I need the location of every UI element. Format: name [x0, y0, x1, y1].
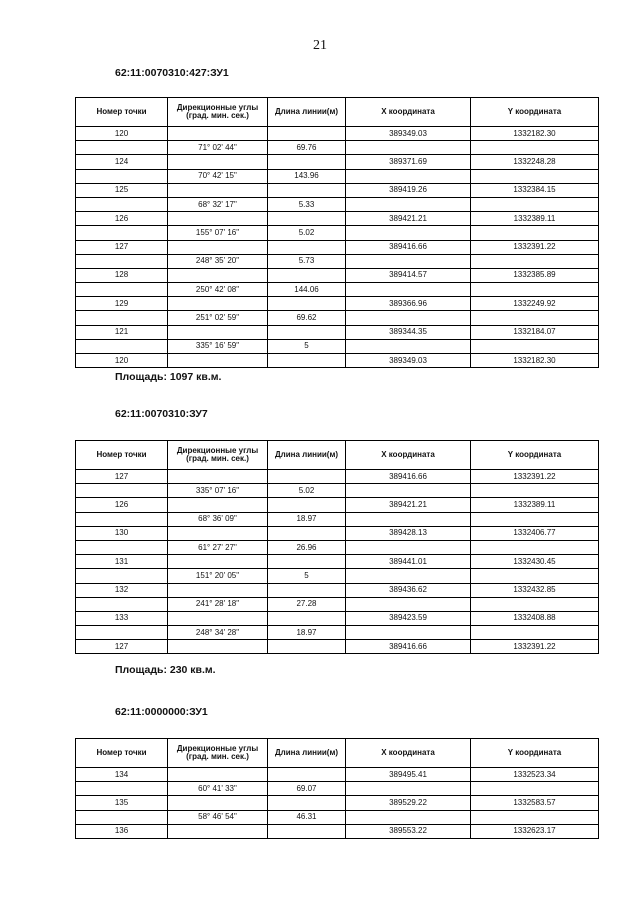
x-coordinate-cell: 389529.22 [346, 796, 471, 810]
table-row [76, 782, 599, 796]
point-number-cell: 121 [76, 325, 168, 339]
point-number-cell [76, 226, 168, 240]
direction-angle-cell: 248° 34' 28" [168, 626, 268, 640]
direction-angle-cell [168, 470, 268, 484]
table-row [76, 470, 599, 484]
direction-angle-cell [168, 824, 268, 838]
point-number-cell [76, 597, 168, 611]
table-row [76, 325, 599, 339]
x-coordinate-cell [346, 782, 471, 796]
x-coordinate-cell: 389371.69 [346, 155, 471, 169]
x-coordinate-cell [346, 169, 471, 183]
point-number-cell: 127 [76, 470, 168, 484]
x-coordinate-cell [346, 311, 471, 325]
direction-angle-cell: 335° 16' 59" [168, 339, 268, 353]
line-length-cell: 144.06 [268, 283, 346, 297]
direction-angle-cell [168, 297, 268, 311]
point-number-cell: 124 [76, 155, 168, 169]
table-row [76, 626, 599, 640]
line-length-cell [268, 796, 346, 810]
area-label: Площадь: 1097 кв.м. [115, 371, 222, 383]
line-length-cell: 27.28 [268, 597, 346, 611]
y-coordinate-cell [471, 512, 599, 526]
direction-angle-cell [168, 526, 268, 540]
line-length-cell [268, 212, 346, 226]
point-number-cell: 131 [76, 555, 168, 569]
direction-angle-cell: 68° 32' 17" [168, 197, 268, 211]
line-length-cell [268, 240, 346, 254]
direction-angle-cell [168, 611, 268, 625]
table-row [76, 597, 599, 611]
point-number-cell: 135 [76, 796, 168, 810]
table-row [76, 268, 599, 282]
direction-angle-cell: 155° 07' 16" [168, 226, 268, 240]
table-row [76, 141, 599, 155]
table-row [76, 555, 599, 569]
y-coordinate-cell: 1332523.34 [471, 768, 599, 782]
point-number-cell [76, 141, 168, 155]
table-header-row [76, 739, 599, 768]
x-coordinate-cell: 389436.62 [346, 583, 471, 597]
y-coordinate-cell: 1332623.17 [471, 824, 599, 838]
header-direction-angle: Дирекционные углы (град. мин. сек.) [168, 739, 268, 768]
y-coordinate-cell: 1332249.92 [471, 297, 599, 311]
coordinates-table [75, 440, 599, 654]
y-coordinate-cell: 1332406.77 [471, 526, 599, 540]
line-length-cell [268, 768, 346, 782]
direction-angle-cell: 60° 41' 33" [168, 782, 268, 796]
direction-angle-cell: 71° 02' 44" [168, 141, 268, 155]
x-coordinate-cell [346, 254, 471, 268]
point-number-cell: 126 [76, 498, 168, 512]
direction-angle-cell [168, 127, 268, 141]
x-coordinate-cell [346, 626, 471, 640]
point-number-cell: 136 [76, 824, 168, 838]
line-length-cell [268, 127, 346, 141]
y-coordinate-cell [471, 254, 599, 268]
y-coordinate-cell [471, 169, 599, 183]
point-number-cell [76, 283, 168, 297]
line-length-cell [268, 640, 346, 654]
table-row [76, 611, 599, 625]
table-row [76, 155, 599, 169]
point-number-cell: 120 [76, 127, 168, 141]
table-row [76, 169, 599, 183]
x-coordinate-cell: 389428.13 [346, 526, 471, 540]
y-coordinate-cell [471, 540, 599, 554]
line-length-cell: 5.33 [268, 197, 346, 211]
point-number-cell [76, 782, 168, 796]
header-line-length: Длина линии(м) [268, 739, 346, 768]
y-coordinate-cell: 1332384.15 [471, 183, 599, 197]
table-row [76, 824, 599, 838]
x-coordinate-cell: 389416.66 [346, 470, 471, 484]
line-length-cell: 69.76 [268, 141, 346, 155]
point-number-cell [76, 569, 168, 583]
direction-angle-cell: 250° 42' 08" [168, 283, 268, 297]
x-coordinate-cell [346, 810, 471, 824]
y-coordinate-cell: 1332182.30 [471, 354, 599, 368]
header-line-length: Длина линии(м) [268, 98, 346, 127]
point-number-cell: 127 [76, 640, 168, 654]
line-length-cell: 5 [268, 569, 346, 583]
table-row [76, 183, 599, 197]
x-coordinate-cell [346, 339, 471, 353]
y-coordinate-cell [471, 339, 599, 353]
line-length-cell [268, 354, 346, 368]
table-row [76, 540, 599, 554]
y-coordinate-cell: 1332248.28 [471, 155, 599, 169]
table-row [76, 240, 599, 254]
direction-angle-cell: 58° 46' 54" [168, 810, 268, 824]
header-point-number: Номер точки [76, 98, 168, 127]
y-coordinate-cell [471, 283, 599, 297]
y-coordinate-cell [471, 311, 599, 325]
y-coordinate-cell: 1332583.57 [471, 796, 599, 810]
header-x-coordinate: X координата [346, 739, 471, 768]
direction-angle-cell [168, 796, 268, 810]
header-point-number: Номер точки [76, 739, 168, 768]
line-length-cell: 18.97 [268, 626, 346, 640]
header-x-coordinate: X координата [346, 98, 471, 127]
x-coordinate-cell [346, 540, 471, 554]
line-length-cell [268, 824, 346, 838]
point-number-cell: 134 [76, 768, 168, 782]
point-number-cell [76, 197, 168, 211]
header-y-coordinate: Y координата [471, 739, 599, 768]
x-coordinate-cell: 389419.26 [346, 183, 471, 197]
header-line-length: Длина линии(м) [268, 441, 346, 470]
point-number-cell: 130 [76, 526, 168, 540]
header-direction-angle: Дирекционные углы (град. мин. сек.) [168, 98, 268, 127]
line-length-cell: 69.07 [268, 782, 346, 796]
point-number-cell: 129 [76, 297, 168, 311]
y-coordinate-cell: 1332432.85 [471, 583, 599, 597]
table-row [76, 526, 599, 540]
direction-angle-cell [168, 240, 268, 254]
table-row [76, 484, 599, 498]
line-length-cell: 18.97 [268, 512, 346, 526]
x-coordinate-cell: 389495.41 [346, 768, 471, 782]
header-y-coordinate: Y координата [471, 98, 599, 127]
line-length-cell [268, 268, 346, 282]
line-length-cell: 26.96 [268, 540, 346, 554]
direction-angle-cell [168, 583, 268, 597]
area-label: Площадь: 230 кв.м. [115, 664, 216, 676]
y-coordinate-cell [471, 810, 599, 824]
x-coordinate-cell: 389349.03 [346, 127, 471, 141]
table-row [76, 512, 599, 526]
y-coordinate-cell: 1332389.11 [471, 498, 599, 512]
direction-angle-cell [168, 498, 268, 512]
x-coordinate-cell: 389416.66 [346, 640, 471, 654]
line-length-cell [268, 297, 346, 311]
line-length-cell: 5.73 [268, 254, 346, 268]
line-length-cell [268, 611, 346, 625]
point-number-cell: 133 [76, 611, 168, 625]
y-coordinate-cell [471, 141, 599, 155]
point-number-cell [76, 339, 168, 353]
y-coordinate-cell: 1332385.89 [471, 268, 599, 282]
header-y-coordinate: Y координата [471, 441, 599, 470]
line-length-cell: 5.02 [268, 484, 346, 498]
y-coordinate-cell [471, 569, 599, 583]
x-coordinate-cell: 389441.01 [346, 555, 471, 569]
line-length-cell [268, 470, 346, 484]
x-coordinate-cell [346, 597, 471, 611]
table-row [76, 640, 599, 654]
direction-angle-cell [168, 325, 268, 339]
direction-angle-cell: 251° 02' 59" [168, 311, 268, 325]
point-number-cell [76, 810, 168, 824]
table-row [76, 226, 599, 240]
direction-angle-cell [168, 640, 268, 654]
y-coordinate-cell [471, 484, 599, 498]
x-coordinate-cell: 389349.03 [346, 354, 471, 368]
x-coordinate-cell: 389344.35 [346, 325, 471, 339]
y-coordinate-cell: 1332391.22 [471, 240, 599, 254]
x-coordinate-cell: 389421.21 [346, 212, 471, 226]
point-number-cell [76, 254, 168, 268]
x-coordinate-cell: 389414.57 [346, 268, 471, 282]
table-row [76, 297, 599, 311]
x-coordinate-cell [346, 197, 471, 211]
line-length-cell: 143.96 [268, 169, 346, 183]
line-length-cell [268, 555, 346, 569]
table-row [76, 197, 599, 211]
y-coordinate-cell: 1332408.88 [471, 611, 599, 625]
direction-angle-cell [168, 212, 268, 226]
direction-angle-cell [168, 768, 268, 782]
table-row [76, 796, 599, 810]
line-length-cell: 5.02 [268, 226, 346, 240]
line-length-cell [268, 183, 346, 197]
y-coordinate-cell: 1332182.30 [471, 127, 599, 141]
y-coordinate-cell: 1332389.11 [471, 212, 599, 226]
direction-angle-cell: 335° 07' 16" [168, 484, 268, 498]
header-x-coordinate: X координата [346, 441, 471, 470]
point-number-cell [76, 484, 168, 498]
x-coordinate-cell [346, 569, 471, 583]
coordinates-table [75, 738, 599, 839]
page-number: 21 [313, 38, 327, 53]
x-coordinate-cell: 389423.59 [346, 611, 471, 625]
table-header-row [76, 98, 599, 127]
direction-angle-cell [168, 555, 268, 569]
table-row [76, 339, 599, 353]
header-direction-angle: Дирекционные углы (град. мин. сек.) [168, 441, 268, 470]
y-coordinate-cell: 1332430.45 [471, 555, 599, 569]
direction-angle-cell: 248° 35' 20" [168, 254, 268, 268]
y-coordinate-cell [471, 626, 599, 640]
direction-angle-cell: 68° 36' 09" [168, 512, 268, 526]
point-number-cell: 132 [76, 583, 168, 597]
section-title: 62:11:0070310:ЗУ7 [115, 408, 208, 420]
direction-angle-cell [168, 183, 268, 197]
x-coordinate-cell: 389366.96 [346, 297, 471, 311]
point-number-cell: 128 [76, 268, 168, 282]
point-number-cell [76, 540, 168, 554]
table-row [76, 569, 599, 583]
table-row [76, 283, 599, 297]
table-row [76, 212, 599, 226]
direction-angle-cell [168, 354, 268, 368]
table-row [76, 498, 599, 512]
direction-angle-cell: 61° 27' 27" [168, 540, 268, 554]
x-coordinate-cell [346, 283, 471, 297]
direction-angle-cell: 70° 42' 15" [168, 169, 268, 183]
header-point-number: Номер точки [76, 441, 168, 470]
direction-angle-cell [168, 155, 268, 169]
direction-angle-cell [168, 268, 268, 282]
table-row [76, 127, 599, 141]
line-length-cell: 5 [268, 339, 346, 353]
section-title: 62:11:0000000:ЗУ1 [115, 706, 208, 718]
x-coordinate-cell [346, 141, 471, 155]
direction-angle-cell: 151° 20' 05" [168, 569, 268, 583]
point-number-cell [76, 169, 168, 183]
point-number-cell: 126 [76, 212, 168, 226]
line-length-cell [268, 583, 346, 597]
line-length-cell: 46.31 [268, 810, 346, 824]
line-length-cell: 69.62 [268, 311, 346, 325]
coordinates-table [75, 97, 599, 368]
y-coordinate-cell: 1332391.22 [471, 640, 599, 654]
table-row [76, 810, 599, 824]
y-coordinate-cell [471, 597, 599, 611]
table-row [76, 768, 599, 782]
table-header-row [76, 441, 599, 470]
point-number-cell: 127 [76, 240, 168, 254]
y-coordinate-cell: 1332184.07 [471, 325, 599, 339]
table-row [76, 354, 599, 368]
x-coordinate-cell [346, 512, 471, 526]
point-number-cell: 120 [76, 354, 168, 368]
line-length-cell [268, 498, 346, 512]
point-number-cell: 125 [76, 183, 168, 197]
y-coordinate-cell [471, 197, 599, 211]
y-coordinate-cell [471, 782, 599, 796]
line-length-cell [268, 325, 346, 339]
line-length-cell [268, 155, 346, 169]
direction-angle-cell: 241° 28' 18" [168, 597, 268, 611]
section-title: 62:11:0070310:427:ЗУ1 [115, 67, 229, 79]
y-coordinate-cell [471, 226, 599, 240]
point-number-cell [76, 311, 168, 325]
point-number-cell [76, 626, 168, 640]
x-coordinate-cell: 389553.22 [346, 824, 471, 838]
point-number-cell [76, 512, 168, 526]
x-coordinate-cell [346, 226, 471, 240]
x-coordinate-cell: 389416.66 [346, 240, 471, 254]
table-row [76, 254, 599, 268]
x-coordinate-cell [346, 484, 471, 498]
line-length-cell [268, 526, 346, 540]
table-row [76, 583, 599, 597]
x-coordinate-cell: 389421.21 [346, 498, 471, 512]
y-coordinate-cell: 1332391.22 [471, 470, 599, 484]
table-row [76, 311, 599, 325]
